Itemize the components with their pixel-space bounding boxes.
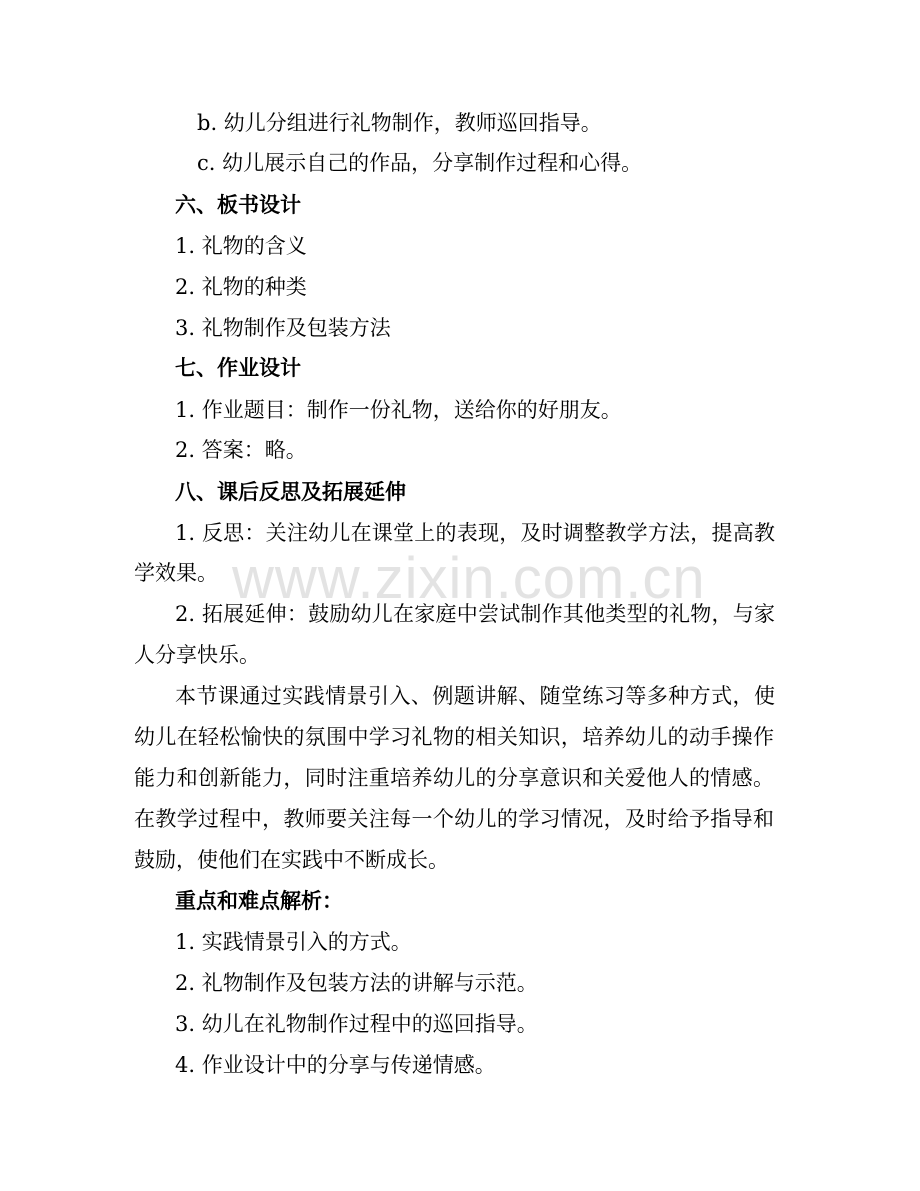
summary-paragraph-line-1: 本节课通过实践情景引入、例题讲解、随堂练习等多种方式，使 [175, 684, 775, 708]
step-c-line: c. 幼儿展示自己的作品，分享制作过程和心得。 [197, 151, 643, 175]
summary-paragraph-line-3: 能力和创新能力，同时注重培养幼儿的分享意识和关爱他人的情感。 [134, 766, 774, 790]
homework-item-2: 2. 答案：略。 [175, 438, 307, 462]
watermark-text: www.zixin.com.cn [232, 546, 706, 611]
board-item-3: 3. 礼物制作及包装方法 [175, 316, 391, 340]
reflection-item-1-line-2: 学效果。 [134, 561, 218, 585]
key-point-1: 1. 实践情景引入的方式。 [175, 930, 412, 954]
board-item-1: 1. 礼物的含义 [175, 234, 307, 258]
summary-paragraph-line-2: 幼儿在轻松愉快的氛围中学习礼物的相关知识，培养幼儿的动手操作 [134, 725, 774, 749]
step-b-line: b. 幼儿分组进行礼物制作，教师巡回指导。 [197, 111, 602, 135]
reflection-item-1-line-1: 1. 反思：关注幼儿在课堂上的表现，及时调整教学方法，提高教 [175, 521, 775, 545]
summary-paragraph-line-5: 鼓励，使他们在实践中不断成长。 [134, 848, 449, 872]
key-point-4: 4. 作业设计中的分享与传递情感。 [175, 1053, 496, 1077]
section-heading-homework: 七、作业设计 [175, 355, 301, 380]
reflection-item-2-line-1: 2. 拓展延伸：鼓励幼儿在家庭中尝试制作其他类型的礼物，与家 [175, 602, 775, 626]
section-heading-reflection: 八、课后反思及拓展延伸 [175, 479, 406, 504]
key-point-2: 2. 礼物制作及包装方法的讲解与示范。 [175, 971, 538, 995]
homework-item-1: 1. 作业题目：制作一份礼物，送给你的好朋友。 [175, 398, 622, 422]
key-point-3: 3. 幼儿在礼物制作过程中的巡回指导。 [175, 1012, 538, 1036]
board-item-2: 2. 礼物的种类 [175, 275, 307, 299]
summary-paragraph-line-4: 在教学过程中，教师要关注每一个幼儿的学习情况，及时给予指导和 [134, 807, 774, 831]
reflection-item-2-line-2: 人分享快乐。 [134, 643, 260, 667]
section-heading-key-points: 重点和难点解析： [175, 888, 343, 913]
section-heading-board-design: 六、板书设计 [175, 192, 301, 217]
